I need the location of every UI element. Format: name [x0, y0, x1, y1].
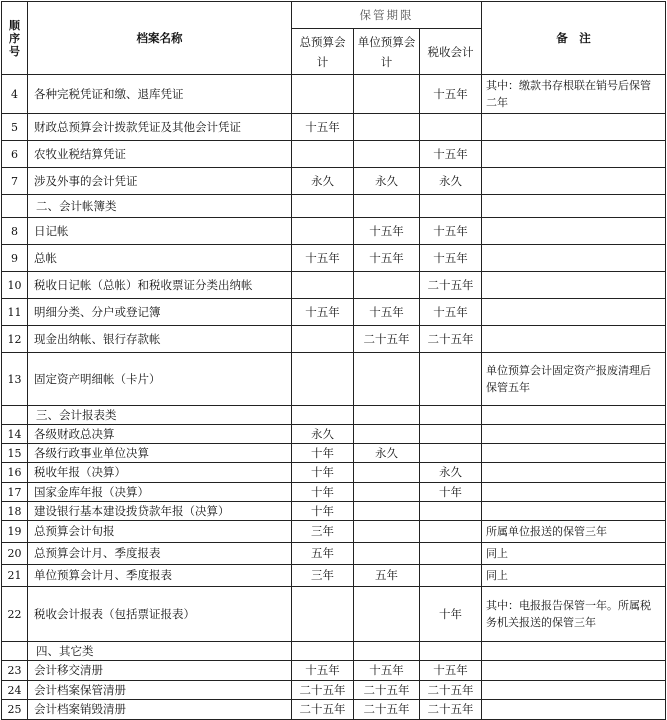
- section-title: 三、会计报表类: [28, 406, 292, 425]
- unit-budget-retention: 十五年: [354, 661, 420, 681]
- table-row: [2, 141, 666, 168]
- table-row: [2, 543, 666, 565]
- archive-name: 各种完税凭证和缴、退库凭证: [28, 75, 292, 114]
- row-number: 11: [2, 299, 28, 326]
- empty-cell: [420, 195, 482, 218]
- total-budget-retention: 五年: [292, 543, 354, 565]
- table-row: [2, 272, 666, 299]
- row-number: 4: [2, 75, 28, 114]
- unit-budget-retention: 二十五年: [354, 700, 420, 720]
- row-number: 14: [2, 425, 28, 444]
- total-budget-retention: [292, 326, 354, 353]
- remark: [482, 114, 666, 141]
- header-retention: 保管期限: [292, 2, 482, 29]
- total-budget-retention: [292, 75, 354, 114]
- table-row: [2, 299, 666, 326]
- tax-retention: [420, 353, 482, 406]
- table-row: [2, 444, 666, 463]
- row-number: 17: [2, 483, 28, 502]
- empty-cell: [354, 642, 420, 661]
- archive-name: 总预算会计旬报: [28, 521, 292, 543]
- unit-budget-retention: 十五年: [354, 218, 420, 245]
- unit-budget-retention: [354, 425, 420, 444]
- row-number: 24: [2, 681, 28, 700]
- archive-name: 涉及外事的会计凭证: [28, 168, 292, 195]
- tax-retention: 十五年: [420, 299, 482, 326]
- archive-name: 日记帐: [28, 218, 292, 245]
- header-note: 备 注: [482, 2, 666, 75]
- remark: [482, 272, 666, 299]
- empty-cell: [420, 406, 482, 425]
- unit-budget-retention: 五年: [354, 565, 420, 587]
- row-number: 7: [2, 168, 28, 195]
- section-row: [2, 195, 666, 218]
- section-seq-cell: [2, 406, 28, 425]
- tax-retention: 十五年: [420, 245, 482, 272]
- table-row: [2, 218, 666, 245]
- total-budget-retention: 十五年: [292, 299, 354, 326]
- total-budget-retention: [292, 141, 354, 168]
- remark: [482, 700, 666, 720]
- table-row: [2, 681, 666, 700]
- tax-retention: 十五年: [420, 141, 482, 168]
- total-budget-retention: 二十五年: [292, 681, 354, 700]
- remark: 所属单位报送的保管三年: [482, 521, 666, 543]
- remark: [482, 326, 666, 353]
- archive-name: 会计档案销毁清册: [28, 700, 292, 720]
- archive-retention-table: [1, 1, 666, 720]
- unit-budget-retention: [354, 543, 420, 565]
- table-row: [2, 565, 666, 587]
- remark: 其中：缴款书存根联在销号后保管二年: [482, 75, 666, 114]
- empty-cell: [354, 406, 420, 425]
- archive-name: 各级行政事业单位决算: [28, 444, 292, 463]
- remark: [482, 444, 666, 463]
- empty-cell: [292, 642, 354, 661]
- remark: [482, 168, 666, 195]
- remark: [482, 681, 666, 700]
- table-row: [2, 502, 666, 521]
- archive-name: 税收年报（决算）: [28, 463, 292, 483]
- remark: [482, 661, 666, 681]
- total-budget-retention: 十五年: [292, 661, 354, 681]
- tax-retention: [420, 502, 482, 521]
- section-title: 四、其它类: [28, 642, 292, 661]
- table-row: [2, 587, 666, 642]
- unit-budget-retention: 永久: [354, 168, 420, 195]
- archive-name: 明细分类、分户或登记簿: [28, 299, 292, 326]
- archive-name: 会计移交清册: [28, 661, 292, 681]
- total-budget-retention: 十年: [292, 444, 354, 463]
- table-row: [2, 425, 666, 444]
- archive-name: 农牧业税结算凭证: [28, 141, 292, 168]
- empty-cell: [292, 195, 354, 218]
- row-number: 21: [2, 565, 28, 587]
- total-budget-retention: [292, 272, 354, 299]
- row-number: 15: [2, 444, 28, 463]
- archive-name: 单位预算会计月、季度报表: [28, 565, 292, 587]
- unit-budget-retention: [354, 587, 420, 642]
- table-row: [2, 463, 666, 483]
- header-tax: 税收会计: [420, 29, 482, 75]
- archive-name: 国家金库年报（决算）: [28, 483, 292, 502]
- remark: [482, 463, 666, 483]
- unit-budget-retention: 十五年: [354, 299, 420, 326]
- archive-name: 总帐: [28, 245, 292, 272]
- header-seq: 顺序号: [2, 2, 28, 75]
- archive-name: 会计档案保管清册: [28, 681, 292, 700]
- tax-retention: 十年: [420, 483, 482, 502]
- tax-retention: [420, 543, 482, 565]
- tax-retention: 永久: [420, 168, 482, 195]
- archive-name: 税收日记帐（总帐）和税收票证分类出纳帐: [28, 272, 292, 299]
- row-number: 5: [2, 114, 28, 141]
- table-row: [2, 661, 666, 681]
- empty-cell: [354, 195, 420, 218]
- total-budget-retention: 永久: [292, 425, 354, 444]
- total-budget-retention: 永久: [292, 168, 354, 195]
- archive-name: 现金出纳帐、银行存款帐: [28, 326, 292, 353]
- row-number: 10: [2, 272, 28, 299]
- unit-budget-retention: 永久: [354, 444, 420, 463]
- remark: [482, 425, 666, 444]
- table-row: [2, 168, 666, 195]
- remark: [482, 299, 666, 326]
- header-name: 档案名称: [28, 2, 292, 75]
- tax-retention: 二十五年: [420, 681, 482, 700]
- unit-budget-retention: [354, 502, 420, 521]
- remark: 同上: [482, 543, 666, 565]
- total-budget-retention: 十年: [292, 483, 354, 502]
- unit-budget-retention: 二十五年: [354, 326, 420, 353]
- total-budget-retention: [292, 353, 354, 406]
- remark: 同上: [482, 565, 666, 587]
- tax-retention: [420, 114, 482, 141]
- unit-budget-retention: [354, 75, 420, 114]
- row-number: 23: [2, 661, 28, 681]
- empty-cell: [420, 642, 482, 661]
- tax-retention: 十五年: [420, 75, 482, 114]
- row-number: 8: [2, 218, 28, 245]
- tax-retention: 二十五年: [420, 272, 482, 299]
- table-row: [2, 245, 666, 272]
- remark: 单位预算会计固定资产报废清理后保管五年: [482, 353, 666, 406]
- row-number: 19: [2, 521, 28, 543]
- tax-retention: 二十五年: [420, 700, 482, 720]
- total-budget-retention: 十年: [292, 463, 354, 483]
- row-number: 9: [2, 245, 28, 272]
- row-number: 6: [2, 141, 28, 168]
- unit-budget-retention: [354, 463, 420, 483]
- tax-retention: 十五年: [420, 218, 482, 245]
- tax-retention: [420, 565, 482, 587]
- empty-cell: [292, 406, 354, 425]
- row-number: 18: [2, 502, 28, 521]
- unit-budget-retention: 十五年: [354, 245, 420, 272]
- table-row: [2, 700, 666, 720]
- total-budget-retention: 三年: [292, 521, 354, 543]
- total-budget-retention: 十年: [292, 502, 354, 521]
- tax-retention: 永久: [420, 463, 482, 483]
- section-row: [2, 406, 666, 425]
- section-seq-cell: [2, 642, 28, 661]
- empty-cell: [482, 195, 666, 218]
- tax-retention: [420, 444, 482, 463]
- empty-cell: [482, 642, 666, 661]
- total-budget-retention: 十五年: [292, 114, 354, 141]
- unit-budget-retention: [354, 141, 420, 168]
- total-budget-retention: 三年: [292, 565, 354, 587]
- remark: [482, 483, 666, 502]
- remark: 其中：电报报告保管一年。所属税务机关报送的保管三年: [482, 587, 666, 642]
- tax-retention: 二十五年: [420, 326, 482, 353]
- section-title: 二、会计帐簿类: [28, 195, 292, 218]
- row-number: 13: [2, 353, 28, 406]
- unit-budget-retention: [354, 272, 420, 299]
- section-seq-cell: [2, 195, 28, 218]
- archive-name: 财政总预算会计拨款凭证及其他会计凭证: [28, 114, 292, 141]
- table-row: [2, 521, 666, 543]
- table-row: [2, 114, 666, 141]
- header-unit-budget: 单位预算会计: [354, 29, 420, 75]
- total-budget-retention: [292, 218, 354, 245]
- archive-name: 税收会计报表（包括票证报表）: [28, 587, 292, 642]
- empty-cell: [482, 406, 666, 425]
- remark: [482, 502, 666, 521]
- archive-name: 建设银行基本建设拨贷款年报（决算）: [28, 502, 292, 521]
- archive-name: 固定资产明细帐（卡片）: [28, 353, 292, 406]
- header-total-budget: 总预算会计: [292, 29, 354, 75]
- section-row: [2, 642, 666, 661]
- unit-budget-retention: [354, 521, 420, 543]
- archive-name: 总预算会计月、季度报表: [28, 543, 292, 565]
- unit-budget-retention: [354, 353, 420, 406]
- table-row: [2, 353, 666, 406]
- row-number: 22: [2, 587, 28, 642]
- row-number: 12: [2, 326, 28, 353]
- unit-budget-retention: [354, 114, 420, 141]
- total-budget-retention: 二十五年: [292, 700, 354, 720]
- unit-budget-retention: 二十五年: [354, 681, 420, 700]
- table-row: [2, 483, 666, 502]
- total-budget-retention: [292, 587, 354, 642]
- row-number: 20: [2, 543, 28, 565]
- archive-name: 各级财政总决算: [28, 425, 292, 444]
- remark: [482, 141, 666, 168]
- total-budget-retention: 十五年: [292, 245, 354, 272]
- remark: [482, 245, 666, 272]
- row-number: 25: [2, 700, 28, 720]
- unit-budget-retention: [354, 483, 420, 502]
- table-row: [2, 75, 666, 114]
- tax-retention: 十五年: [420, 661, 482, 681]
- remark: [482, 218, 666, 245]
- table-row: [2, 326, 666, 353]
- tax-retention: [420, 521, 482, 543]
- row-number: 16: [2, 463, 28, 483]
- tax-retention: [420, 425, 482, 444]
- table-body: [2, 75, 666, 720]
- tax-retention: 十年: [420, 587, 482, 642]
